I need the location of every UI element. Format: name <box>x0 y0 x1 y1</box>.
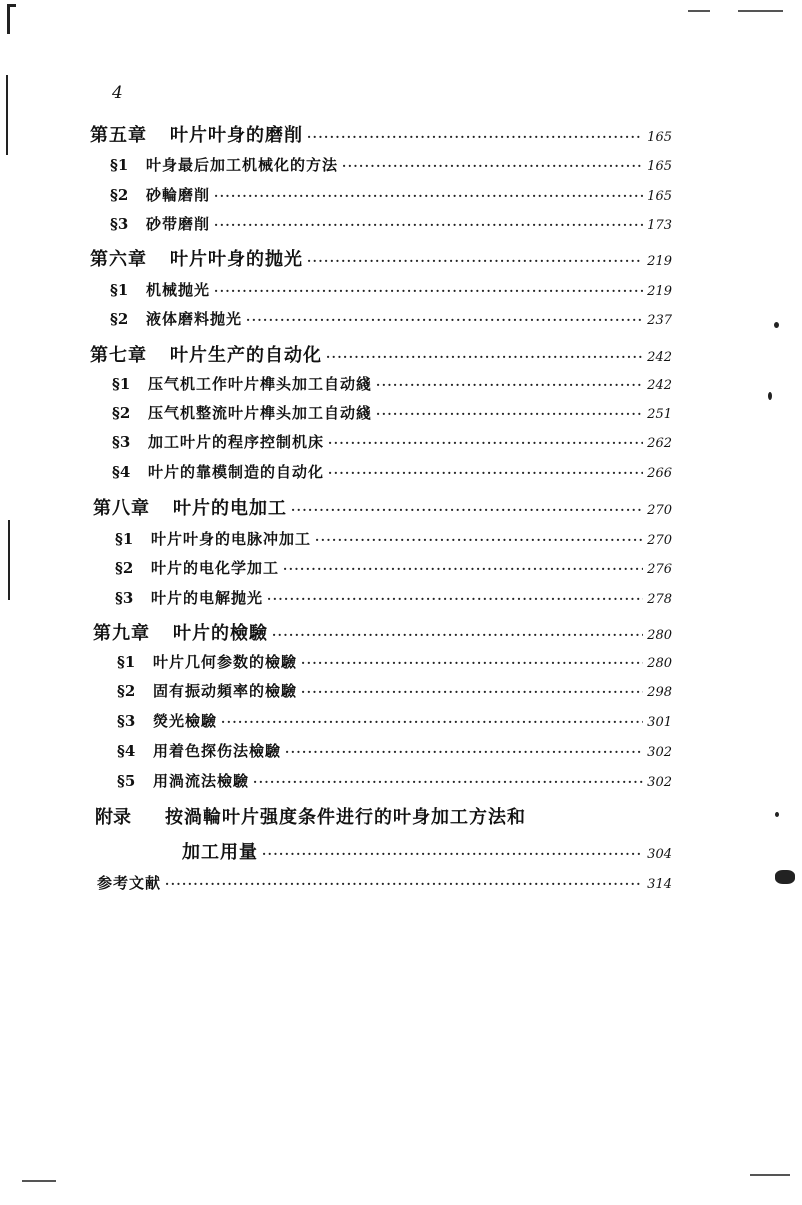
dot-leader <box>214 284 643 298</box>
dot-leader <box>262 847 643 861</box>
section-title: 叶片几何参数的檢驗 <box>153 653 298 671</box>
chapter-title: 叶片的檢驗 <box>173 623 268 644</box>
dot-leader <box>301 685 643 699</box>
dot-leader <box>307 254 643 268</box>
section-title: 液体磨料抛光 <box>146 310 243 328</box>
section-page-number: 302 <box>647 745 672 760</box>
dot-leader <box>267 592 643 606</box>
appendix-page-number: 304 <box>647 847 672 862</box>
section-page-number: 276 <box>647 562 672 577</box>
appendix-title: 按渦輪叶片强度条件进行的叶身加工方法和 <box>165 807 526 828</box>
dot-leader <box>315 533 643 547</box>
page-number: 4 <box>112 83 123 103</box>
section-page-number: 165 <box>647 189 672 204</box>
references-label: 参考文献 <box>97 874 162 892</box>
dot-leader <box>283 562 643 576</box>
section-title: 叶片的电解抛光 <box>151 589 264 607</box>
chapter-title: 叶片生产的自动化 <box>170 345 322 366</box>
chapter-row[interactable] <box>93 619 672 645</box>
dot-leader <box>326 350 643 364</box>
section-number: §2 <box>112 404 131 422</box>
section-row[interactable] <box>110 154 672 175</box>
section-page-number: 278 <box>647 592 672 607</box>
section-number: §2 <box>110 186 129 204</box>
chapter-label: 第八章 <box>93 498 150 519</box>
section-row[interactable] <box>112 402 672 423</box>
dot-leader <box>221 715 643 729</box>
section-title: 压气机工作叶片榫头加工自动綫 <box>148 375 373 393</box>
section-row[interactable] <box>117 740 672 761</box>
section-title: 叶片的靠模制造的自动化 <box>148 463 325 481</box>
section-number: §3 <box>110 215 129 233</box>
section-title: 叶身最后加工机械化的方法 <box>146 156 339 174</box>
chapter-title: 叶片叶身的磨削 <box>170 125 303 146</box>
section-number: §5 <box>117 772 136 790</box>
chapter-label: 第九章 <box>93 623 150 644</box>
section-row[interactable] <box>115 587 672 608</box>
dot-leader <box>246 313 643 327</box>
references-row[interactable] <box>97 872 672 893</box>
section-number: §2 <box>110 310 129 328</box>
appendix-title-continued: 加工用量 <box>182 842 258 863</box>
section-row[interactable] <box>110 213 672 234</box>
section-number: §4 <box>112 463 131 481</box>
section-title: 机械抛光 <box>146 281 211 299</box>
dot-leader <box>301 656 643 670</box>
section-title: 砂带磨削 <box>146 215 211 233</box>
section-row[interactable] <box>117 651 672 672</box>
dot-leader <box>253 775 643 789</box>
chapter-page-number: 280 <box>647 628 672 643</box>
dot-leader <box>342 159 643 173</box>
section-title: 用着色探伤法檢驗 <box>153 742 282 760</box>
dot-leader <box>285 745 643 759</box>
section-number: §1 <box>112 375 131 393</box>
section-title: 砂輪磨削 <box>146 186 211 204</box>
chapter-page-number: 165 <box>647 130 672 145</box>
section-row[interactable] <box>110 184 672 205</box>
dot-leader <box>307 130 643 144</box>
chapter-page-number: 242 <box>647 350 672 365</box>
appendix-row[interactable] <box>95 803 672 829</box>
section-row[interactable] <box>117 710 672 731</box>
section-row[interactable] <box>115 528 672 549</box>
section-page-number: 270 <box>647 533 672 548</box>
section-page-number: 242 <box>647 378 672 393</box>
chapter-label: 第七章 <box>90 345 147 366</box>
section-page-number: 280 <box>647 656 672 671</box>
section-title: 叶片的电化学加工 <box>151 559 280 577</box>
dot-leader <box>214 189 643 203</box>
section-page-number: 173 <box>647 218 672 233</box>
dot-leader <box>272 628 643 642</box>
section-row[interactable] <box>117 770 672 791</box>
section-page-number: 302 <box>647 775 672 790</box>
chapter-row[interactable] <box>93 494 672 520</box>
section-number: §3 <box>112 433 131 451</box>
section-number: §1 <box>117 653 136 671</box>
section-row[interactable] <box>112 373 672 394</box>
appendix-row-continued[interactable] <box>182 838 672 864</box>
chapter-row[interactable] <box>90 341 672 367</box>
section-page-number: 266 <box>647 466 672 481</box>
section-title: 固有振动頻率的檢驗 <box>153 682 298 700</box>
dot-leader <box>376 378 643 392</box>
section-row[interactable] <box>112 461 672 482</box>
section-page-number: 301 <box>647 715 672 730</box>
chapter-row[interactable] <box>90 121 672 147</box>
section-row[interactable] <box>112 431 672 452</box>
section-page-number: 237 <box>647 313 672 328</box>
chapter-label: 第六章 <box>90 249 147 270</box>
appendix-label: 附录 <box>95 807 131 828</box>
section-title: 叶片叶身的电脉冲加工 <box>151 530 312 548</box>
section-number: §3 <box>117 712 136 730</box>
section-page-number: 165 <box>647 159 672 174</box>
section-number: §1 <box>115 530 134 548</box>
dot-leader <box>328 436 643 450</box>
section-number: §2 <box>117 682 136 700</box>
chapter-page-number: 270 <box>647 503 672 518</box>
section-row[interactable] <box>110 279 672 300</box>
section-number: §2 <box>115 559 134 577</box>
section-number: §1 <box>110 156 129 174</box>
references-page-number: 314 <box>647 877 672 892</box>
section-number: §3 <box>115 589 134 607</box>
section-row[interactable] <box>117 680 672 701</box>
section-title: 加工叶片的程序控制机床 <box>148 433 325 451</box>
dot-leader <box>214 218 643 232</box>
section-title: 熒光檢驗 <box>153 712 218 730</box>
section-page-number: 298 <box>647 685 672 700</box>
section-page-number: 251 <box>647 407 672 422</box>
chapter-row[interactable] <box>90 245 672 271</box>
section-page-number: 262 <box>647 436 672 451</box>
section-row[interactable] <box>110 308 672 329</box>
dot-leader <box>376 407 643 421</box>
dot-leader <box>165 877 643 891</box>
chapter-page-number: 219 <box>647 254 672 269</box>
section-title: 用渦流法檢驗 <box>153 772 250 790</box>
section-title: 压气机整流叶片榫头加工自动綫 <box>148 404 373 422</box>
section-row[interactable] <box>115 557 672 578</box>
dot-leader <box>328 466 643 480</box>
dot-leader <box>291 503 643 517</box>
chapter-title: 叶片叶身的抛光 <box>170 249 303 270</box>
section-number: §1 <box>110 281 129 299</box>
chapter-label: 第五章 <box>90 125 147 146</box>
section-number: §4 <box>117 742 136 760</box>
chapter-title: 叶片的电加工 <box>173 498 287 519</box>
section-page-number: 219 <box>647 284 672 299</box>
